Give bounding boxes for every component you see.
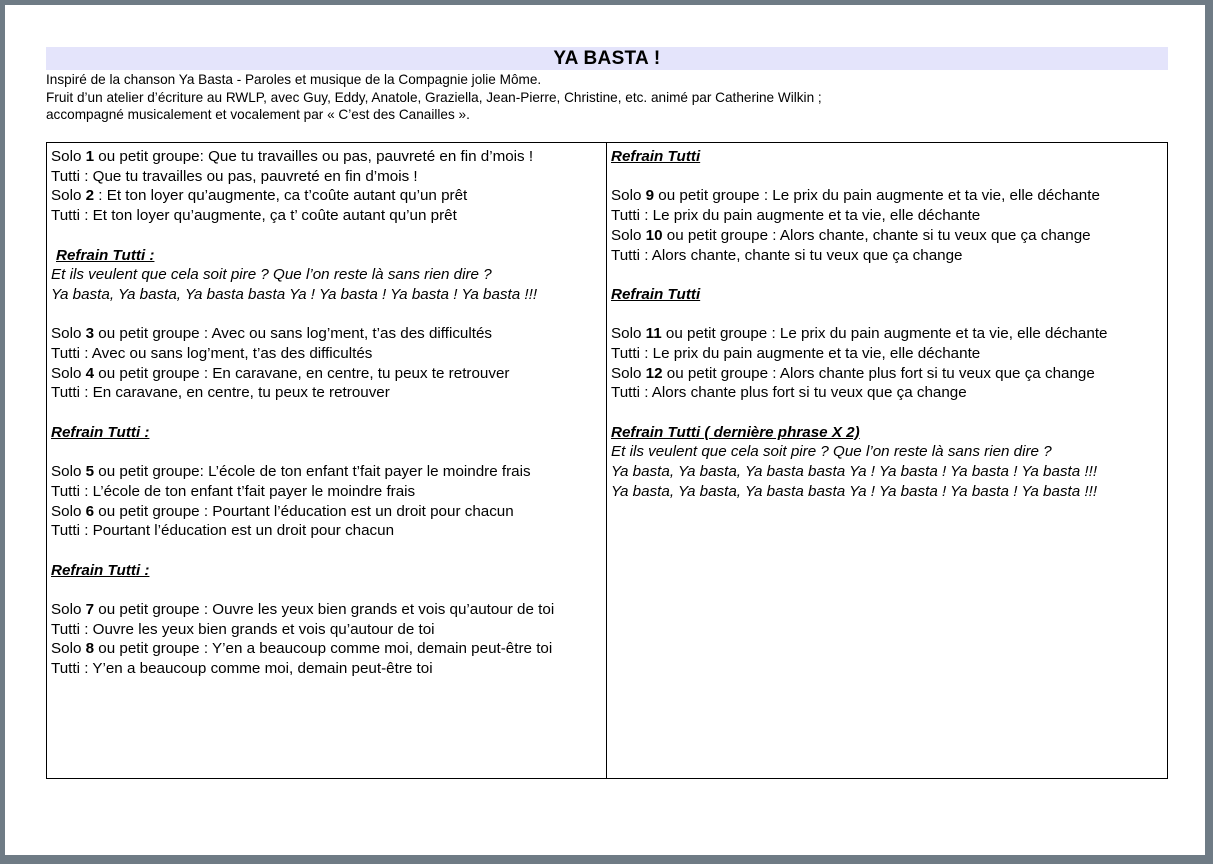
tutti-line: Tutti : Pourtant l’éducation est un droit pour chacun: [51, 522, 395, 540]
solo-line: Solo 2 : Et ton loyer qu’augmente, ca t’coûte autant qu’un prêt: [51, 187, 468, 205]
refrain-heading: Refrain Tutti ( dernière phrase X 2): [611, 423, 860, 441]
refrain-lyric: Et ils veulent que cela soit pire ? Que l’on reste là sans rien dire ?: [51, 266, 492, 284]
document-page: [5, 5, 1205, 855]
tutti-line: Tutti : Alors chante, chante si tu veux que ça change: [611, 246, 963, 264]
refrain-lyric: Et ils veulent que cela soit pire ? Que l’on reste là sans rien dire ?: [611, 443, 1052, 461]
tutti-line: Tutti : Alors chante plus fort si tu veux que ça change: [611, 384, 967, 402]
solo-line: Solo 5 ou petit groupe: L’école de ton enfant t’fait payer le moindre frais: [51, 463, 531, 481]
intro-block: [46, 71, 1168, 124]
refrain-lyric: Ya basta, Ya basta, Ya basta basta Ya ! Ya basta ! Ya basta ! Ya basta !!!: [611, 482, 1098, 500]
tutti-line: Tutti : Et ton loyer qu’augmente, ça t’ coûte autant qu’un prêt: [51, 207, 457, 225]
lyrics-column-right: [607, 143, 1167, 778]
solo-line: Solo 3 ou petit groupe : Avec ou sans log’ment, t’as des difficultés: [51, 325, 493, 343]
tutti-line: Tutti : Le prix du pain augmente et ta vie, elle déchante: [611, 207, 981, 225]
refrain-heading: Refrain Tutti: [611, 285, 701, 303]
lyrics-table: [46, 142, 1168, 779]
solo-line: Solo 10 ou petit groupe : Alors chante, chante si tu veux que ça change: [611, 226, 1091, 244]
tutti-line: Tutti : Le prix du pain augmente et ta vie, elle déchante: [611, 344, 981, 362]
solo-line: Solo 8 ou petit groupe : Y’en a beaucoup comme moi, demain peut-être toi: [51, 640, 553, 658]
refrain-heading: Refrain Tutti :: [56, 246, 155, 264]
solo-line: Solo 1 ou petit groupe: Que tu travailles ou pas, pauvreté en fin d’mois !: [51, 148, 534, 165]
tutti-line: Tutti : Que tu travailles ou pas, pauvreté en fin d’mois !: [51, 167, 418, 185]
solo-line: Solo 12 ou petit groupe : Alors chante plus fort si tu veux que ça change: [611, 364, 1095, 382]
refrain-lyric: Ya basta, Ya basta, Ya basta basta Ya ! Ya basta ! Ya basta ! Ya basta !!!: [51, 285, 538, 303]
intro-line: accompagné musicalement et vocalement par « C’est des Canailles ».: [46, 107, 470, 122]
refrain-heading: Refrain Tutti: [611, 148, 701, 165]
solo-line: Solo 4 ou petit groupe : En caravane, en centre, tu peux te retrouver: [51, 364, 510, 382]
refrain-heading: Refrain Tutti :: [51, 561, 150, 579]
lyrics-column-left: [47, 143, 607, 778]
solo-line: Solo 11 ou petit groupe : Le prix du pain augmente et ta vie, elle déchante: [611, 325, 1108, 343]
song-title: YA BASTA !: [46, 47, 1168, 70]
intro-line: Inspiré de la chanson Ya Basta - Paroles et musique de la Compagnie jolie Môme.: [46, 72, 542, 87]
tutti-line: Tutti : En caravane, en centre, tu peux te retrouver: [51, 384, 390, 402]
tutti-line: Tutti : Ouvre les yeux bien grands et vois qu’autour de toi: [51, 620, 435, 638]
refrain-heading: Refrain Tutti :: [51, 423, 150, 441]
tutti-line: Tutti : Avec ou sans log’ment, t’as des difficultés: [51, 345, 373, 362]
tutti-line: Tutti : L’école de ton enfant t’fait payer le moindre frais: [51, 482, 416, 500]
refrain-lyric: Ya basta, Ya basta, Ya basta basta Ya ! Ya basta ! Ya basta ! Ya basta !!!: [611, 463, 1098, 481]
solo-line: Solo 9 ou petit groupe : Le prix du pain augmente et ta vie, elle déchante: [611, 187, 1100, 205]
solo-line: Solo 6 ou petit groupe : Pourtant l’éducation est un droit pour chacun: [51, 502, 514, 520]
intro-line: Fruit d’un atelier d’écriture au RWLP, avec Guy, Eddy, Anatole, Graziella, Jean-Pierre, Christine, etc. animé par Catherine Wilkin ;: [46, 89, 822, 105]
solo-line: Solo 7 ou petit groupe : Ouvre les yeux bien grands et vois qu’autour de toi: [51, 601, 555, 619]
tutti-line: Tutti : Y’en a beaucoup comme moi, demain peut-être toi: [51, 660, 433, 678]
